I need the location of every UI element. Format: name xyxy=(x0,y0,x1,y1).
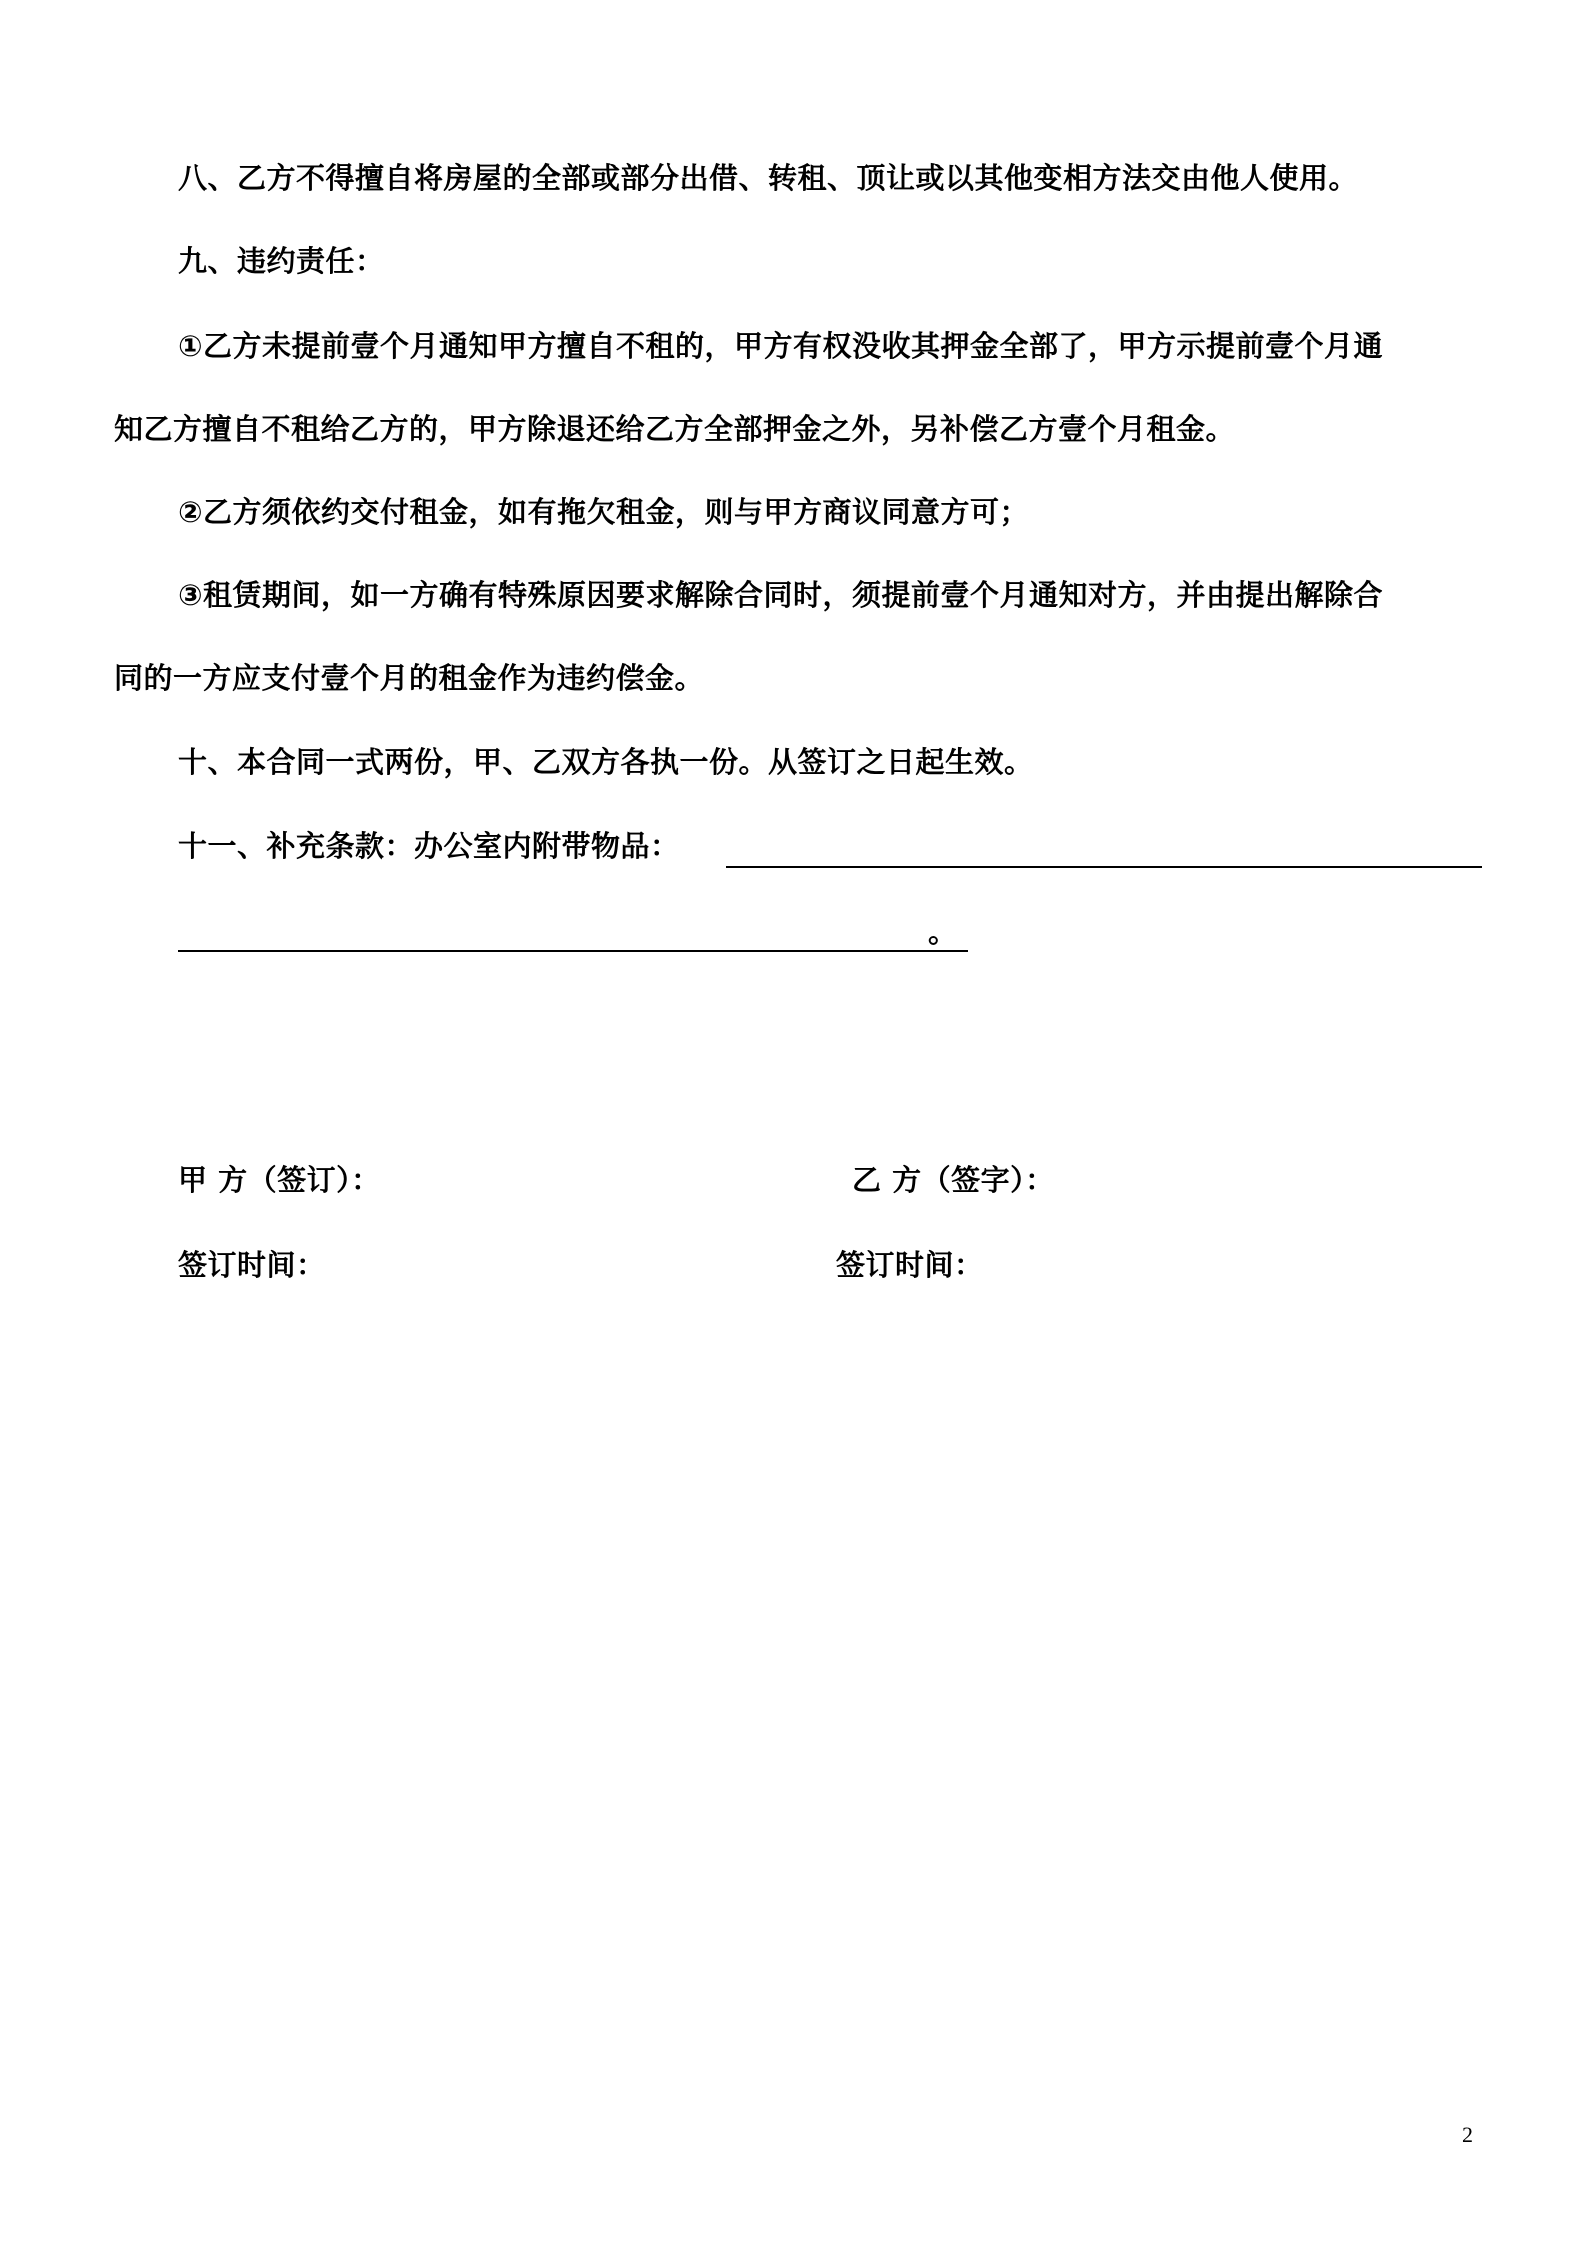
party-b-signature-label: 乙 方（签字）： xyxy=(852,1163,1055,1197)
clause-9-3-line2: 同的一方应支付壹个月的租金作为违约偿金。 xyxy=(114,661,705,695)
clause-10: 十、本合同一式两份，甲、乙双方各执一份。从签订之日起生效。 xyxy=(178,745,1034,779)
clause-9-3-line1: ③租赁期间，如一方确有特殊原因要求解除合同时，须提前壹个月通知对方，并由提出解除合 xyxy=(178,578,1384,612)
supplementary-items-blank-2 xyxy=(178,950,968,952)
clause-8: 八、乙方不得擅自将房屋的全部或部分出借、转租、顶让或以其他变相方法交由他人使用。 xyxy=(178,161,1359,195)
clause-9-2: ②乙方须依约交付租金，如有拖欠租金，则与甲方商议同意方可； xyxy=(178,495,1030,529)
clause-9-title: 九、违约责任： xyxy=(178,244,385,278)
clause-11-end-period: 。 xyxy=(928,915,958,949)
clause-11-label: 十一、补充条款：办公室内附带物品： xyxy=(178,829,680,863)
clause-9-1-line2: 知乙方擅自不租给乙方的，甲方除退还给乙方全部押金之外，另补偿乙方壹个月租金。 xyxy=(114,412,1236,446)
page-number: 2 xyxy=(1462,2122,1473,2147)
party-a-date-label: 签订时间： xyxy=(178,1248,326,1282)
party-b-date-label: 签订时间： xyxy=(836,1248,984,1282)
clause-9-1-line1: ①乙方未提前壹个月通知甲方擅自不租的，甲方有权没收其押金全部了，甲方示提前壹个月通 xyxy=(178,329,1384,363)
party-a-signature-label: 甲 方（签订）： xyxy=(178,1163,381,1197)
supplementary-items-blank-1 xyxy=(726,866,1482,868)
